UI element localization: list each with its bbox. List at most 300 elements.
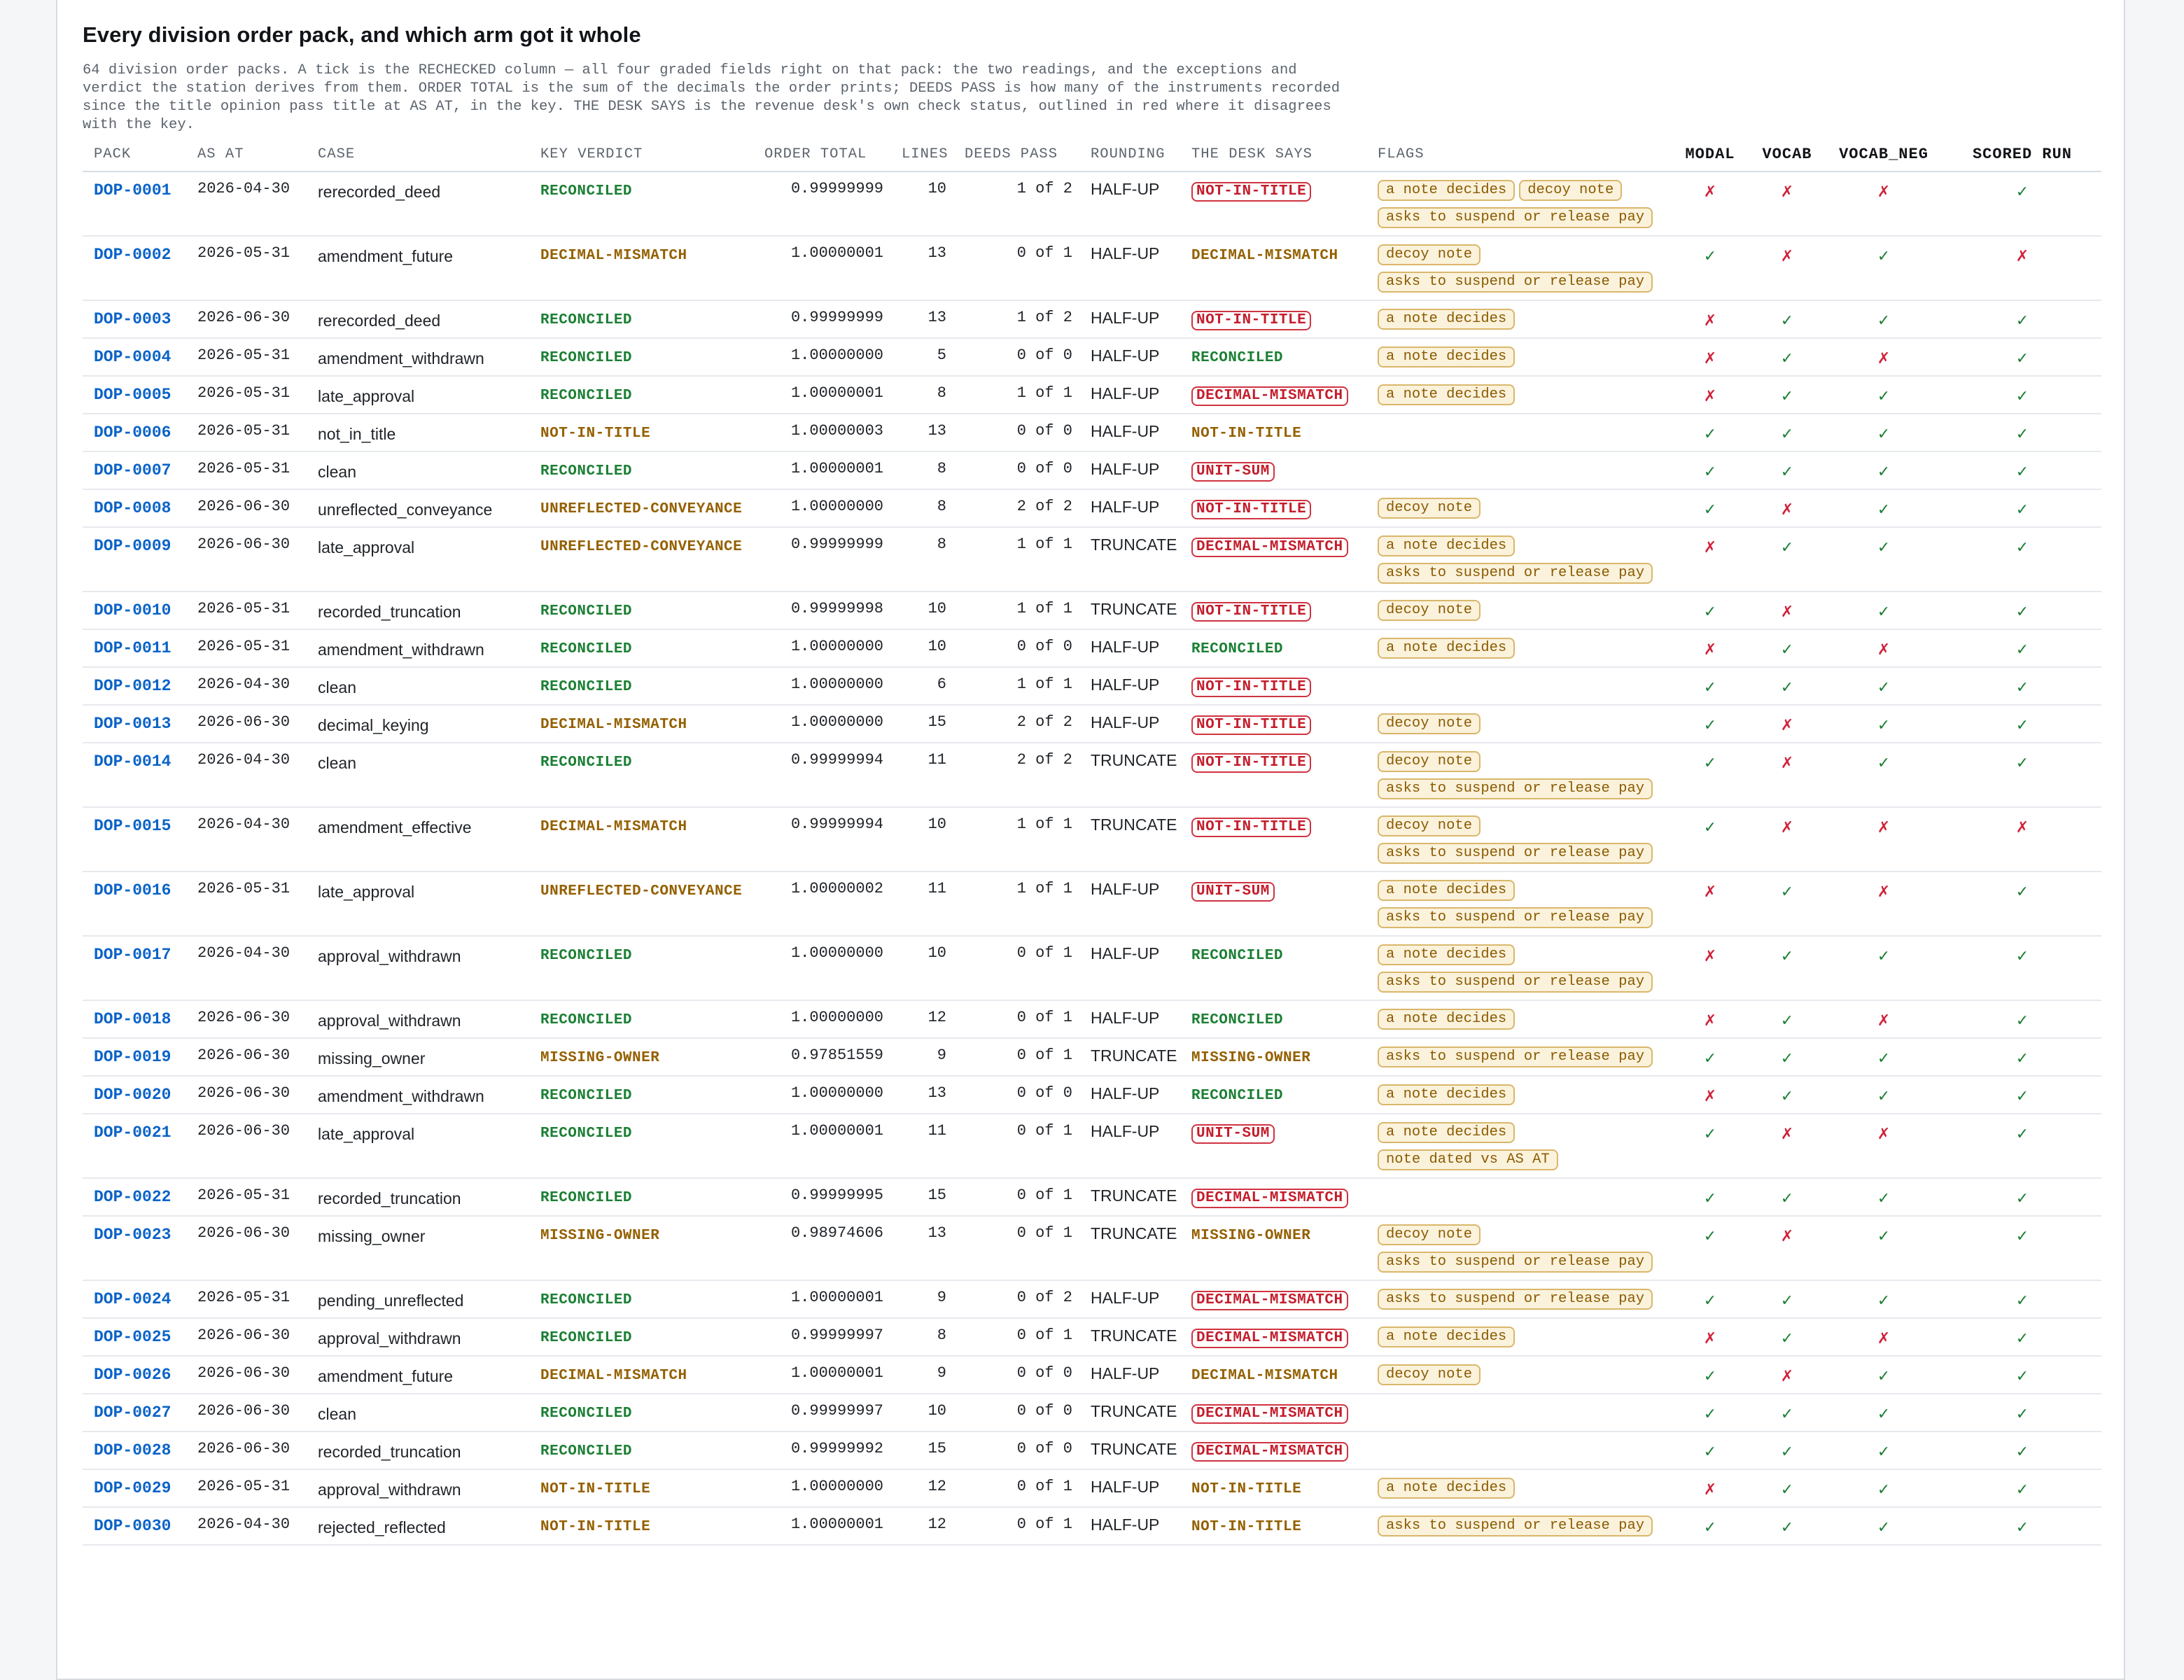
scored-mark-cell: [1943, 1178, 2101, 1216]
rounding-cell: HALF-UP: [1079, 1280, 1180, 1318]
rounding-cell: TRUNCATE: [1079, 807, 1180, 872]
desk-status-badge: RECONCILED: [1191, 350, 1284, 366]
pack-link[interactable]: DOP-0016: [94, 881, 172, 899]
pack-link[interactable]: DOP-0009: [94, 537, 172, 555]
flags-cell: [1366, 1432, 1670, 1469]
deeds-pass-cell: 0 of 0: [953, 414, 1079, 451]
lines-cell: 15: [890, 1178, 953, 1216]
key-verdict: MISSING-OWNER: [540, 1228, 660, 1244]
check-icon: ✓: [2015, 312, 2029, 329]
flags-cell: [1366, 1000, 1670, 1038]
rounding-cell: HALF-UP: [1079, 451, 1180, 489]
flags-cell: [1366, 1469, 1670, 1507]
check-icon: ✓: [2015, 1480, 2029, 1498]
flag-chip: asks to suspend or release pay: [1378, 843, 1653, 864]
as-at-cell: 2026-05-31: [186, 338, 307, 376]
table-row: [83, 1178, 2101, 1216]
vocab-mark-cell: [1750, 1507, 1824, 1545]
deeds-pass-cell: 1 of 1: [953, 807, 1079, 872]
pack-link[interactable]: DOP-0015: [94, 817, 172, 835]
rounding-cell: TRUNCATE: [1079, 592, 1180, 629]
lines-cell: 6: [890, 667, 953, 705]
as-at-cell: 2026-05-31: [186, 236, 307, 300]
table-row: [83, 1216, 2101, 1280]
case-cell: recorded_truncation: [307, 1178, 529, 1216]
page-title: Every division order pack, and which arm got it whole: [83, 22, 641, 47]
order-total-cell: 0.99999998: [764, 592, 890, 629]
check-icon: ✓: [2015, 1227, 2029, 1245]
lines-cell: 11: [890, 1114, 953, 1178]
flag-chip: asks to suspend or release pay: [1378, 1252, 1653, 1273]
table-row: [83, 807, 2101, 872]
flag-chip: a note decides: [1378, 1009, 1515, 1030]
key-verdict-cell: [529, 414, 764, 451]
order-total-cell: 0.99999997: [764, 1394, 890, 1432]
deeds-pass-cell: 1 of 1: [953, 592, 1079, 629]
desk-status-badge: MISSING-OWNER: [1191, 1050, 1311, 1066]
vocab-neg-mark-cell: [1824, 1356, 1943, 1394]
desk-says-cell: [1180, 1507, 1366, 1545]
vocab-mark-cell: [1750, 1076, 1824, 1114]
vocab-neg-mark-cell: [1824, 527, 1943, 592]
deeds-pass-cell: 0 of 1: [953, 1216, 1079, 1280]
cross-icon: ✗: [1703, 349, 1717, 367]
pack-cell: [83, 300, 186, 338]
check-icon: ✓: [2015, 1443, 2029, 1460]
scored-mark-cell: [1943, 936, 2101, 1000]
table-row: [83, 936, 2101, 1000]
deeds-pass-cell: 0 of 0: [953, 338, 1079, 376]
flag-chip: decoy note: [1378, 498, 1480, 519]
col-header-desk-says[interactable]: THE DESK SAYS: [1180, 137, 1366, 172]
case-cell: missing_owner: [307, 1038, 529, 1076]
check-icon: ✓: [2015, 387, 2029, 405]
check-icon: ✓: [1703, 1049, 1717, 1067]
vocab-mark-cell: [1750, 1000, 1824, 1038]
pack-link[interactable]: DOP-0004: [94, 348, 172, 366]
pack-cell: [83, 1432, 186, 1469]
lines-cell: 11: [890, 872, 953, 936]
check-icon: ✓: [1877, 387, 1891, 405]
pack-cell: [83, 172, 186, 236]
pack-link[interactable]: DOP-0020: [94, 1086, 172, 1104]
case-cell: amendment_future: [307, 236, 529, 300]
rounding-cell: TRUNCATE: [1079, 527, 1180, 592]
cross-icon: ✗: [1703, 1011, 1717, 1029]
deeds-pass-cell: 0 of 0: [953, 1394, 1079, 1432]
key-verdict-cell: [529, 1216, 764, 1280]
desk-status-badge: NOT-IN-TITLE: [1191, 1519, 1302, 1535]
flag-chip: decoy note: [1378, 1224, 1480, 1245]
check-icon: ✓: [1703, 1443, 1717, 1460]
cross-icon: ✗: [1703, 883, 1717, 900]
check-icon: ✓: [1703, 754, 1717, 771]
key-verdict-cell: [529, 667, 764, 705]
key-verdict-cell: [529, 1114, 764, 1178]
check-icon: ✓: [1877, 1049, 1891, 1067]
pack-cell: [83, 338, 186, 376]
pack-link[interactable]: DOP-0019: [94, 1048, 172, 1066]
order-total-cell: 1.00000000: [764, 1000, 890, 1038]
col-header-vocab-neg[interactable]: VOCAB_NEG: [1824, 137, 1943, 172]
key-verdict-cell: [529, 807, 764, 872]
col-header-as-at[interactable]: AS AT: [186, 137, 307, 172]
vocab-mark-cell: [1750, 743, 1824, 807]
flag-chip: a note decides: [1378, 944, 1515, 965]
case-cell: rerecorded_deed: [307, 172, 529, 236]
modal-mark-cell: [1670, 1000, 1750, 1038]
rounding-cell: TRUNCATE: [1079, 1432, 1180, 1469]
pack-link[interactable]: DOP-0014: [94, 752, 172, 771]
desk-says-cell: [1180, 236, 1366, 300]
flags-cell: [1366, 807, 1670, 872]
lines-cell: 15: [890, 1432, 953, 1469]
vocab-mark-cell: [1750, 1432, 1824, 1469]
flag-chip: a note decides: [1378, 536, 1515, 556]
desk-says-cell: [1180, 1356, 1366, 1394]
key-verdict-cell: [529, 1394, 764, 1432]
pack-cell: [83, 376, 186, 414]
as-at-cell: 2026-05-31: [186, 629, 307, 667]
lines-cell: 8: [890, 527, 953, 592]
flags-cell: [1366, 667, 1670, 705]
check-icon: ✓: [1877, 1443, 1891, 1460]
col-header-modal[interactable]: MODAL: [1670, 137, 1750, 172]
desk-says-cell: [1180, 1216, 1366, 1280]
as-at-cell: 2026-06-30: [186, 527, 307, 592]
cross-icon: ✗: [1877, 640, 1891, 658]
vocab-neg-mark-cell: [1824, 1469, 1943, 1507]
rounding-cell: TRUNCATE: [1079, 1318, 1180, 1356]
modal-mark-cell: [1670, 667, 1750, 705]
check-icon: ✓: [2015, 183, 2029, 200]
check-icon: ✓: [1780, 349, 1794, 367]
pack-link[interactable]: DOP-0001: [94, 181, 172, 200]
cross-icon: ✗: [1780, 716, 1794, 734]
pack-cell: [83, 743, 186, 807]
check-icon: ✓: [2015, 349, 2029, 367]
deeds-pass-cell: 1 of 2: [953, 172, 1079, 236]
lines-cell: 13: [890, 1076, 953, 1114]
order-total-cell: 0.99999999: [764, 527, 890, 592]
col-header-rounding[interactable]: ROUNDING: [1079, 137, 1180, 172]
desk-says-cell: [1180, 936, 1366, 1000]
as-at-cell: 2026-06-30: [186, 1394, 307, 1432]
modal-mark-cell: [1670, 1280, 1750, 1318]
modal-mark-cell: [1670, 338, 1750, 376]
lines-cell: 10: [890, 172, 953, 236]
desk-status-badge: DECIMAL-MISMATCH: [1191, 386, 1348, 406]
pack-link[interactable]: DOP-0005: [94, 386, 172, 404]
col-header-case[interactable]: CASE: [307, 137, 529, 172]
check-icon: ✓: [1877, 247, 1891, 265]
desk-says-cell: [1180, 807, 1366, 872]
pack-link[interactable]: DOP-0006: [94, 424, 172, 442]
cross-icon: ✗: [1780, 1125, 1794, 1142]
modal-mark-cell: [1670, 872, 1750, 936]
desk-status-badge: DECIMAL-MISMATCH: [1191, 1329, 1348, 1348]
flags-cell: [1366, 743, 1670, 807]
desk-says-cell: [1180, 1432, 1366, 1469]
cross-icon: ✗: [1703, 312, 1717, 329]
check-icon: ✓: [2015, 1405, 2029, 1422]
check-icon: ✓: [1780, 1087, 1794, 1105]
desk-status-badge: DECIMAL-MISMATCH: [1191, 1368, 1338, 1384]
pack-cell: [83, 936, 186, 1000]
as-at-cell: 2026-06-30: [186, 705, 307, 743]
col-header-scored-run[interactable]: SCORED RUN: [1943, 137, 2101, 172]
check-icon: ✓: [1877, 538, 1891, 556]
table-row: [83, 300, 2101, 338]
pack-link[interactable]: DOP-0026: [94, 1366, 172, 1384]
check-icon: ✓: [1877, 463, 1891, 480]
flag-chip: asks to suspend or release pay: [1378, 207, 1653, 228]
check-icon: ✓: [2015, 1087, 2029, 1105]
pack-link[interactable]: DOP-0029: [94, 1479, 172, 1497]
col-header-flags[interactable]: FLAGS: [1366, 137, 1670, 172]
vocab-neg-mark-cell: [1824, 338, 1943, 376]
as-at-cell: 2026-05-31: [186, 592, 307, 629]
check-icon: ✓: [1703, 1227, 1717, 1245]
key-verdict: RECONCILED: [540, 1012, 633, 1028]
scored-mark-cell: [1943, 667, 2101, 705]
key-verdict-cell: [529, 1469, 764, 1507]
check-icon: ✓: [1780, 538, 1794, 556]
pack-link[interactable]: DOP-0022: [94, 1188, 172, 1206]
desk-says-cell: [1180, 527, 1366, 592]
check-icon: ✓: [2015, 1011, 2029, 1029]
pack-link[interactable]: DOP-0010: [94, 601, 172, 620]
col-header-vocab[interactable]: VOCAB: [1750, 137, 1824, 172]
check-icon: ✓: [1780, 1329, 1794, 1347]
key-verdict: RECONCILED: [540, 755, 633, 771]
pack-link[interactable]: DOP-0024: [94, 1290, 172, 1308]
vocab-mark-cell: [1750, 489, 1824, 527]
modal-mark-cell: [1670, 527, 1750, 592]
pack-cell: [83, 1507, 186, 1545]
table-row: [83, 1507, 2101, 1545]
lines-cell: 12: [890, 1000, 953, 1038]
modal-mark-cell: [1670, 1469, 1750, 1507]
vocab-neg-mark-cell: [1824, 667, 1943, 705]
pack-link[interactable]: DOP-0030: [94, 1517, 172, 1535]
key-verdict-cell: [529, 1280, 764, 1318]
check-icon: ✓: [1780, 1011, 1794, 1029]
cross-icon: ✗: [1877, 1329, 1891, 1347]
pack-link[interactable]: DOP-0012: [94, 677, 172, 695]
lines-cell: 13: [890, 236, 953, 300]
scored-mark-cell: [1943, 592, 2101, 629]
rounding-cell: HALF-UP: [1079, 1469, 1180, 1507]
col-header-lines[interactable]: LINES: [890, 137, 953, 172]
pack-cell: [83, 1469, 186, 1507]
desk-status-badge: UNIT-SUM: [1191, 882, 1275, 902]
modal-mark-cell: [1670, 1076, 1750, 1114]
desk-says-cell: [1180, 451, 1366, 489]
vocab-mark-cell: [1750, 1280, 1824, 1318]
pack-cell: [83, 592, 186, 629]
col-header-deeds-pass[interactable]: DEEDS PASS: [953, 137, 1079, 172]
scored-mark-cell: [1943, 872, 2101, 936]
pack-link[interactable]: DOP-0023: [94, 1226, 172, 1244]
as-at-cell: 2026-05-31: [186, 872, 307, 936]
table-row: [83, 1356, 2101, 1394]
pack-link[interactable]: DOP-0002: [94, 246, 172, 264]
vocab-mark-cell: [1750, 1114, 1824, 1178]
check-icon: ✓: [2015, 1329, 2029, 1347]
pack-link[interactable]: DOP-0028: [94, 1441, 172, 1460]
check-icon: ✓: [1780, 312, 1794, 329]
cross-icon: ✗: [1780, 1227, 1794, 1245]
pack-link[interactable]: DOP-0017: [94, 946, 172, 964]
pack-link[interactable]: DOP-0025: [94, 1328, 172, 1346]
as-at-cell: 2026-05-31: [186, 1178, 307, 1216]
pack-cell: [83, 629, 186, 667]
vocab-neg-mark-cell: [1824, 172, 1943, 236]
check-icon: ✓: [1703, 500, 1717, 518]
pack-link[interactable]: DOP-0008: [94, 499, 172, 517]
flag-chip: decoy note: [1378, 751, 1480, 772]
rounding-cell: HALF-UP: [1079, 872, 1180, 936]
scored-mark-cell: [1943, 376, 2101, 414]
vocab-neg-mark-cell: [1824, 414, 1943, 451]
desk-says-cell: [1180, 705, 1366, 743]
lines-cell: 10: [890, 629, 953, 667]
order-total-cell: 1.00000002: [764, 872, 890, 936]
flags-cell: [1366, 236, 1670, 300]
order-total-cell: 1.00000000: [764, 667, 890, 705]
desk-status-badge: NOT-IN-TITLE: [1191, 753, 1311, 773]
check-icon: ✓: [1703, 716, 1717, 734]
vocab-neg-mark-cell: [1824, 629, 1943, 667]
order-total-cell: 1.00000000: [764, 489, 890, 527]
vocab-neg-mark-cell: [1824, 1216, 1943, 1280]
pack-cell: [83, 414, 186, 451]
pack-link[interactable]: DOP-0021: [94, 1124, 172, 1142]
lines-cell: 12: [890, 1507, 953, 1545]
rounding-cell: TRUNCATE: [1079, 1394, 1180, 1432]
desk-says-cell: [1180, 667, 1366, 705]
key-verdict: RECONCILED: [540, 1330, 633, 1346]
check-icon: ✓: [1703, 425, 1717, 442]
pack-link[interactable]: DOP-0013: [94, 715, 172, 733]
order-total-cell: 1.00000001: [764, 1114, 890, 1178]
lines-cell: 9: [890, 1280, 953, 1318]
pack-cell: [83, 667, 186, 705]
table-row: [83, 1114, 2101, 1178]
key-verdict-cell: [529, 705, 764, 743]
check-icon: ✓: [1877, 1087, 1891, 1105]
pack-cell: [83, 1318, 186, 1356]
lines-cell: 12: [890, 1469, 953, 1507]
cross-icon: ✗: [1780, 247, 1794, 265]
vocab-neg-mark-cell: [1824, 300, 1943, 338]
scored-mark-cell: [1943, 1114, 2101, 1178]
modal-mark-cell: [1670, 489, 1750, 527]
lines-cell: 8: [890, 489, 953, 527]
pack-link[interactable]: DOP-0007: [94, 461, 172, 479]
check-icon: ✓: [1780, 1292, 1794, 1309]
scored-mark-cell: [1943, 1216, 2101, 1280]
vocab-mark-cell: [1750, 1318, 1824, 1356]
vocab-neg-mark-cell: [1824, 451, 1943, 489]
vocab-neg-mark-cell: [1824, 872, 1943, 936]
check-icon: ✓: [1703, 1292, 1717, 1309]
key-verdict: DECIMAL-MISMATCH: [540, 717, 687, 733]
flags-cell: [1366, 1114, 1670, 1178]
cross-icon: ✗: [1877, 1011, 1891, 1029]
pack-cell: [83, 705, 186, 743]
pack-cell: [83, 527, 186, 592]
rounding-cell: HALF-UP: [1079, 1000, 1180, 1038]
pack-link[interactable]: DOP-0018: [94, 1010, 172, 1028]
key-verdict-cell: [529, 172, 764, 236]
case-cell: late_approval: [307, 527, 529, 592]
as-at-cell: 2026-05-31: [186, 376, 307, 414]
order-total-cell: 1.00000003: [764, 414, 890, 451]
flag-chip: note dated vs AS AT: [1378, 1149, 1558, 1170]
case-cell: approval_withdrawn: [307, 1469, 529, 1507]
key-verdict: RECONCILED: [540, 1088, 633, 1104]
col-header-key-verdict[interactable]: KEY VERDICT: [529, 137, 764, 172]
key-verdict: RECONCILED: [540, 463, 633, 479]
check-icon: ✓: [1780, 1049, 1794, 1067]
case-cell: approval_withdrawn: [307, 1318, 529, 1356]
cross-icon: ✗: [1703, 538, 1717, 556]
pack-link[interactable]: DOP-0003: [94, 310, 172, 328]
check-icon: ✓: [1780, 1443, 1794, 1460]
cross-icon: ✗: [1703, 1329, 1717, 1347]
vocab-neg-mark-cell: [1824, 1038, 1943, 1076]
desk-status-badge: RECONCILED: [1191, 1088, 1284, 1104]
lines-cell: 8: [890, 451, 953, 489]
lines-cell: 15: [890, 705, 953, 743]
rounding-cell: HALF-UP: [1079, 667, 1180, 705]
lines-cell: 11: [890, 743, 953, 807]
check-icon: ✓: [1877, 1405, 1891, 1422]
table-row: [83, 489, 2101, 527]
table-row: [83, 1076, 2101, 1114]
desk-status-badge: NOT-IN-TITLE: [1191, 678, 1311, 697]
desk-says-cell: [1180, 1114, 1366, 1178]
key-verdict-cell: [529, 1318, 764, 1356]
case-cell: amendment_effective: [307, 807, 529, 872]
key-verdict: UNREFLECTED-CONVEYANCE: [540, 539, 743, 555]
table-row: [83, 236, 2101, 300]
scored-mark-cell: [1943, 1076, 2101, 1114]
flags-cell: [1366, 527, 1670, 592]
flags-cell: [1366, 1076, 1670, 1114]
rounding-cell: TRUNCATE: [1079, 743, 1180, 807]
rounding-cell: HALF-UP: [1079, 629, 1180, 667]
pack-cell: [83, 1038, 186, 1076]
modal-mark-cell: [1670, 376, 1750, 414]
pack-link[interactable]: DOP-0011: [94, 639, 172, 657]
vocab-neg-mark-cell: [1824, 592, 1943, 629]
rounding-cell: HALF-UP: [1079, 338, 1180, 376]
check-icon: ✓: [1703, 1518, 1717, 1536]
case-cell: decimal_keying: [307, 705, 529, 743]
check-icon: ✓: [1877, 947, 1891, 965]
key-verdict-cell: [529, 872, 764, 936]
col-header-order-total[interactable]: ORDER TOTAL: [764, 137, 890, 172]
col-header-pack[interactable]: PACK: [83, 137, 186, 172]
pack-link[interactable]: DOP-0027: [94, 1404, 172, 1422]
case-cell: missing_owner: [307, 1216, 529, 1280]
cross-icon: ✗: [1877, 349, 1891, 367]
flag-chip: decoy note: [1378, 816, 1480, 836]
table-row: [83, 1318, 2101, 1356]
